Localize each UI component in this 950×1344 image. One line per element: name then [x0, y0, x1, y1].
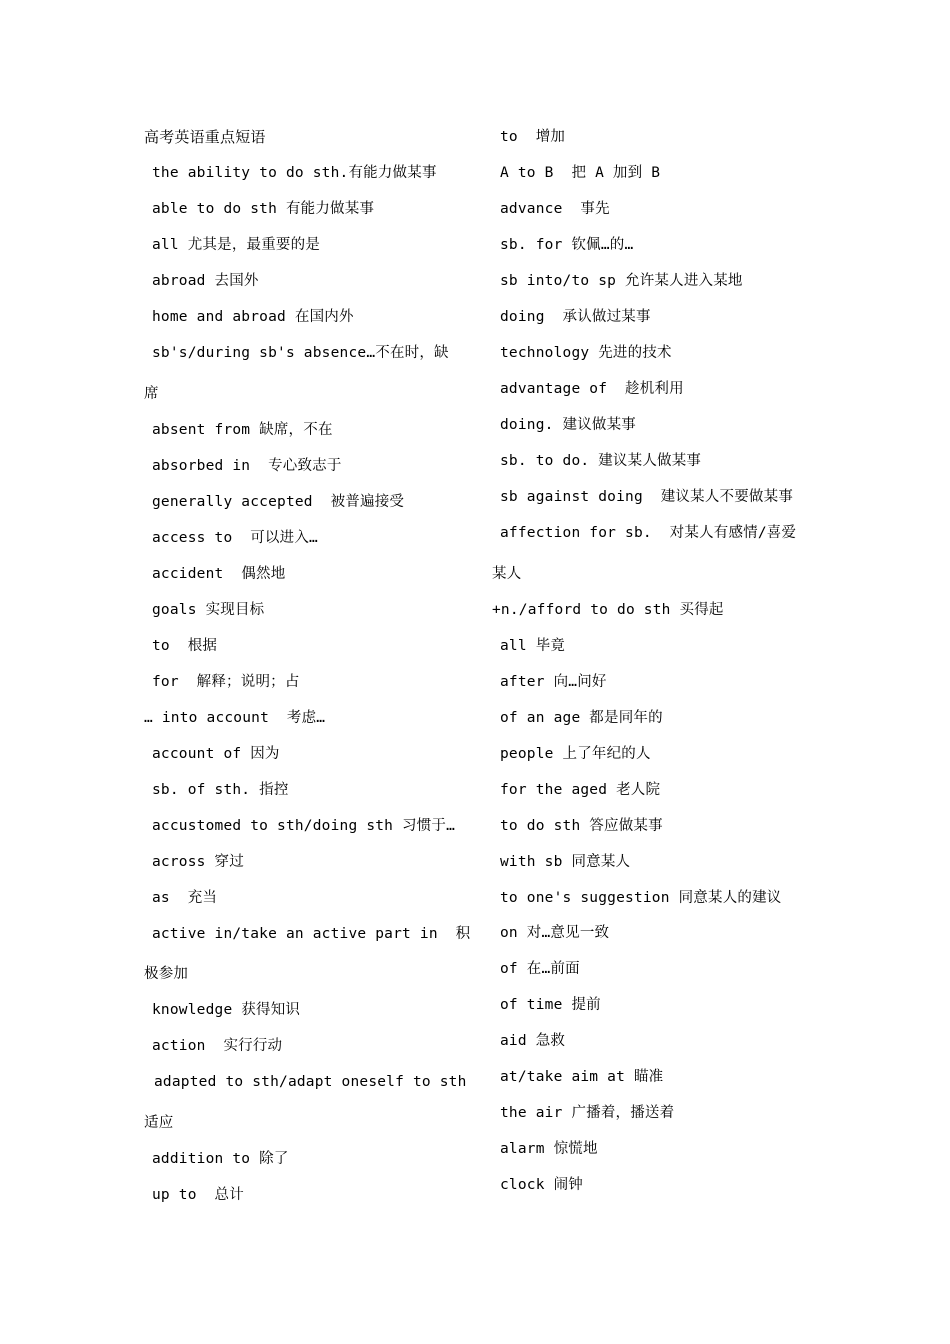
phrase-line: sb against doing 建议某人不要做某事: [500, 489, 794, 505]
phrase-line: as 充当: [152, 890, 218, 906]
phrase-line-continued: 极参加: [144, 966, 189, 982]
phrase-line: to one's suggestion 同意某人的建议: [500, 890, 782, 906]
phrase-line: advance 事先: [500, 201, 610, 217]
page-title: 高考英语重点短语: [144, 128, 266, 146]
phrase-line: accident 偶然地: [152, 566, 286, 582]
phrase-line: to do sth 答应做某事: [500, 818, 663, 834]
phrase-line: absent from 缺席，不在: [152, 422, 333, 438]
phrase-line: at/take aim at 瞄准: [500, 1069, 664, 1085]
phrase-line: A to B 把 A 加到 B: [500, 165, 661, 181]
phrase-line: active in/take an active part in 积: [152, 926, 471, 942]
phrase-line: advantage of 趁机利用: [500, 381, 684, 397]
phrase-line: addition to 除了: [152, 1151, 289, 1167]
phrase-line: of 在…前面: [500, 961, 580, 977]
phrase-line: for 解释；说明；占: [152, 674, 300, 690]
phrase-line: goals 实现目标: [152, 602, 265, 618]
phrase-line: people 上了年纪的人: [500, 746, 651, 762]
phrase-line: across 穿过: [152, 854, 244, 870]
phrase-line: sb. of sth. 指控: [152, 782, 289, 798]
phrase-line: home and abroad 在国内外: [152, 309, 354, 325]
phrase-line: accustomed to sth/doing sth 习惯于…: [152, 818, 456, 834]
phrase-line-continued: 某人: [492, 566, 522, 582]
phrase-line: … into account 考虑…: [144, 710, 326, 726]
phrase-line: generally accepted 被普遍接受: [152, 494, 405, 510]
phrase-line: account of 因为: [152, 746, 280, 762]
phrase-line: for the aged 老人院: [500, 782, 661, 798]
phrase-line: affection for sb. 对某人有感情/喜爱: [500, 525, 797, 541]
phrase-line: on 对…意见一致: [500, 925, 610, 941]
phrase-line: alarm 惊慌地: [500, 1141, 598, 1157]
phrase-line: with sb 同意某人: [500, 854, 631, 870]
phrase-line: technology 先进的技术: [500, 345, 672, 361]
phrase-line: clock 闹钟: [500, 1177, 583, 1193]
phrase-line: all 毕竟: [500, 638, 566, 654]
phrase-line: of time 提前: [500, 997, 601, 1013]
phrase-line: adapted to sth/adapt oneself to sth: [154, 1074, 467, 1090]
phrase-line: absorbed in 专心致志于: [152, 458, 342, 474]
phrase-line: access to 可以进入…: [152, 530, 318, 546]
phrase-line: to 根据: [152, 638, 218, 654]
phrase-line: +n./afford to do sth 买得起: [492, 602, 724, 618]
phrase-line-continued: 席: [144, 386, 159, 402]
phrase-line: abroad 去国外: [152, 273, 259, 289]
phrase-line: doing 承认做过某事: [500, 309, 651, 325]
phrase-line: aid 急救: [500, 1033, 566, 1049]
phrase-line: up to 总计: [152, 1187, 244, 1203]
phrase-line: sb. to do. 建议某人做某事: [500, 453, 702, 469]
phrase-line: to 增加: [500, 129, 566, 145]
phrase-line: doing. 建议做某事: [500, 417, 637, 433]
phrase-line: all 尤其是，最重要的是: [152, 237, 321, 253]
phrase-line: after 向…问好: [500, 674, 607, 690]
phrase-line: the ability to do sth.有能力做某事: [152, 165, 437, 181]
phrase-line: sb. for 钦佩…的…: [500, 237, 634, 253]
phrase-line: action 实行行动: [152, 1038, 283, 1054]
phrase-line: knowledge 获得知识: [152, 1002, 301, 1018]
phrase-line: sb's/during sb's absence…不在时，缺: [152, 345, 449, 361]
phrase-line: sb into/to sp 允许某人进入某地: [500, 273, 743, 289]
phrase-line: the air 广播着，播送着: [500, 1105, 675, 1121]
phrase-line: of an age 都是同年的: [500, 710, 663, 726]
phrase-line: able to do sth 有能力做某事: [152, 201, 375, 217]
phrase-line-continued: 适应: [144, 1115, 174, 1131]
